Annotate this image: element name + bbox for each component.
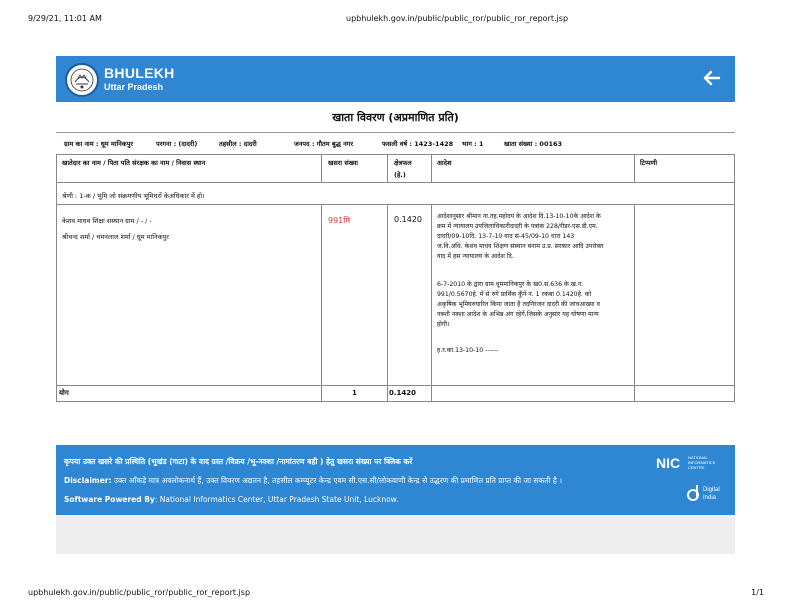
order-line: ह.र.का.13-10-10 ------	[437, 347, 499, 354]
area-value: 0.1420	[394, 215, 422, 224]
nic-caption-2: INFORMATICS	[688, 460, 716, 465]
meta-fasli: फसली वर्ष : 1423-1428	[382, 140, 454, 148]
ror-report	[56, 102, 735, 504]
report-meta	[64, 137, 734, 151]
order-line: 6-7-2010 के द्वारा ग्राम धूममानिकपुर के ख0.स.636 के ख.न.	[437, 281, 584, 288]
order-line: वाद में हस न्यायालय के आदेश दि.	[437, 253, 514, 260]
footer-banner	[56, 445, 735, 515]
title-divider	[56, 132, 735, 133]
totals-bottom-border	[56, 401, 735, 402]
owner-line-1: केशव माधव शिक्षा सस्थान ग्राम / - / -	[62, 217, 152, 225]
category-label: श्रेणी : 1-क / भूमि जो संक्रमणीय भूमिधरों केअधिकार में हो।	[62, 192, 205, 200]
digital-india-text-2: India	[703, 495, 717, 501]
footer-powered-by	[64, 495, 399, 504]
powered-label: Software Powered By	[64, 495, 155, 504]
nic-logo	[656, 453, 726, 477]
order-line: 991/0.5670हे. में से रुगे प्रार्थिक कुँनें नं. 1 रकबा 0.1420हे. को	[437, 291, 592, 298]
brand-name: BHULEKH	[104, 65, 175, 81]
col-divider-4	[634, 204, 635, 401]
print-page-number: 1/1	[751, 588, 764, 597]
nic-caption-1: NATIONAL	[688, 455, 708, 460]
print-footer-url: upbhulekh.gov.in/public/public_ror/public_ror_report.jsp	[28, 588, 251, 597]
up-emblem-logo	[65, 63, 99, 97]
disclaimer-label: Disclaimer:	[64, 476, 112, 485]
disclaimer-text: उक्त आँकड़े मात्र अवलोकनार्थ हैं, उक्त विवरण अद्यतन है, तहसील कम्प्यूटर केन्द्र एवम सी.एस.सी/लोकवाणी केन्द्र से उद्धरण की प्रमाणित प्रति प्राप्त की जा सकती है ।	[111, 476, 563, 485]
digital-india-logo	[686, 481, 731, 505]
col-divider-3	[431, 204, 432, 401]
col-header-owner: खातेदार का नाम / पिता पति संरक्षक का नाम / निवास स्थान	[62, 159, 206, 167]
col-divider-3h	[431, 154, 432, 182]
order-line: अकृषिक भूमिघरुघारित किया जाता है तदनिरजन दादरी की जांचआख्या व	[437, 301, 600, 308]
footer-notice: कृपया उक्त खसरे की प्रस्थिति (भूखंड (गाटा) के वाद ग्रस्त /विक्रय /भू-नक्शा /नामांतरण बही ) हेतु खसरा संख्या पर क्लिक करें	[64, 457, 413, 466]
footer-disclaimer	[64, 476, 562, 486]
col-header-area-unit: (हे.)	[394, 171, 406, 179]
col-divider-1h	[321, 154, 322, 182]
table-right-border	[734, 154, 735, 401]
khasra-number-link[interactable]: 991मि	[328, 216, 351, 225]
col-divider-2h	[387, 154, 388, 182]
col-divider-4h	[634, 154, 635, 182]
totals-count: 1	[352, 389, 357, 397]
meta-bhag: भाग : 1	[462, 140, 484, 148]
totals-area: 0.1420	[389, 389, 417, 397]
powered-text: : National Informatics Center, Uttar Pradesh State Unit, Lucknow.	[154, 495, 399, 504]
digital-india-text-1: Digital	[703, 487, 720, 493]
back-arrow-icon[interactable]	[703, 69, 721, 87]
table-header-border	[56, 182, 735, 183]
col-divider-2	[387, 204, 388, 401]
top-bar	[56, 56, 735, 102]
report-title: खाता विवरण (अप्रमाणित प्रति)	[332, 111, 459, 124]
nic-caption-3: CENTRE	[688, 465, 705, 470]
meta-village: ग्राम का नाम : धूम मानिकपुर	[64, 140, 134, 148]
order-line: दादरी/09-10दि. 13-7-10 वाद सं-45/09-10 धारा 143	[437, 233, 575, 240]
print-url: upbhulekh.gov.in/public/public_ror/public_ror_report.jsp	[346, 14, 569, 23]
meta-khata: खाता संख्या : 00163	[504, 140, 563, 148]
order-line: नक्शी नक्शा आदेश के अभिन्न अंग रहेगें.जिसके अनुसार यह घोषणा मान्य	[437, 311, 599, 318]
order-line: क्रम में न्यायालय उपजिलाधिकारीदादरी के पत्रांक 228/रीडर-एस.डी.एम.	[437, 223, 598, 230]
page-frame	[56, 56, 735, 554]
brand-state: Uttar Pradesh	[104, 82, 164, 92]
table-left-border	[56, 154, 57, 401]
print-datetime: 9/29/21, 11:01 AM	[28, 14, 102, 23]
meta-district: जनपद : गौतम बुद्ध नगर	[294, 140, 353, 148]
order-line: आदेशानुसार श्रीमान ना.तह.महोदय के आदेश दि.13-10-10के आदेश के	[437, 213, 601, 220]
order-line: होगी।	[437, 321, 450, 328]
col-divider-1	[321, 204, 322, 401]
meta-tehsil: तहसील : दादरी	[219, 140, 257, 148]
owner-line-2: श्रीचन्द शर्मा / चमनलाल शर्मा / धूम मानिकपुर	[62, 233, 169, 241]
col-header-khasra: खसरा संख्या	[328, 159, 358, 167]
col-header-remarks: टिप्पणी	[640, 159, 658, 167]
meta-pargana: परगना : (दादरी)	[156, 140, 198, 148]
totals-label: योग	[59, 389, 69, 397]
col-header-order: आदेश	[437, 159, 452, 167]
col-header-area: क्षेत्रफल	[394, 159, 412, 167]
nic-logo-text: NIC	[656, 455, 681, 471]
order-line: ज.वि.अधि. केशव माधव शिक्षण संस्थान बनाम उ.प्र. सरकार आदि उपरोक्त	[437, 243, 604, 250]
